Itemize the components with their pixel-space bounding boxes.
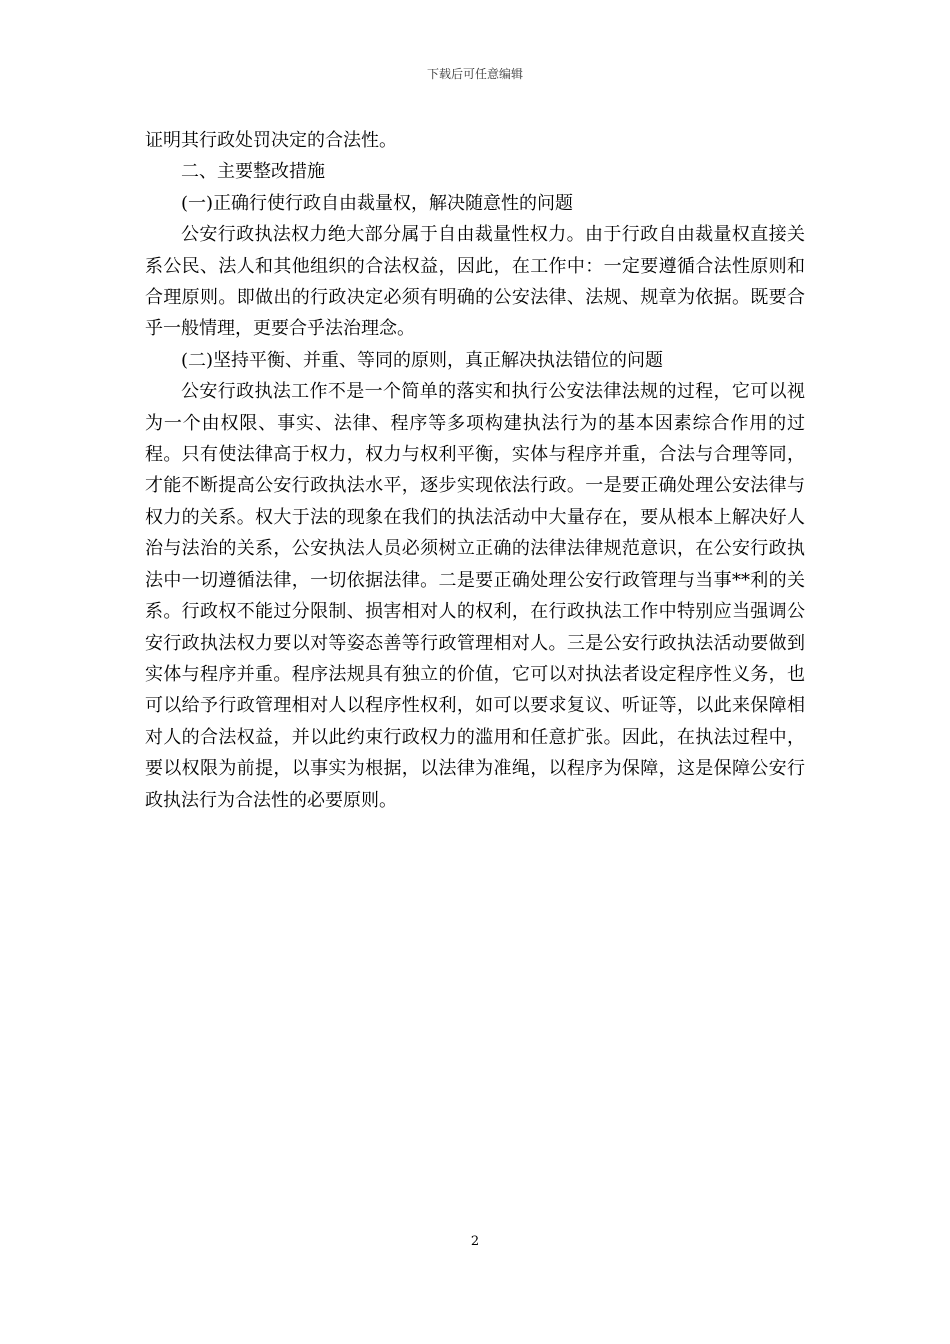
- section-heading: 二、主要整改措施: [181, 161, 325, 183]
- paragraph-continuation: 证明其行政处罚决定的合法性。: [145, 130, 397, 151]
- page-header: 下载后可任意编辑: [426, 67, 523, 81]
- paragraph-1: 公安行政执法权力绝大部分属于自由裁量性权力。由于行政自由裁量权直接关系公民、法人和其他组织的合法权益，因此，在工作中：一定要遵循合法性原则和合理原则。即做出的行政决定必须有明确的公安法律、法规、规章为依据。既要合乎一般情理，更要合乎法治理念。: [145, 224, 805, 340]
- page-number: 2: [470, 1234, 480, 1249]
- subsection-heading-2: (二)坚持平衡、并重、等同的原则，真正解决执法错位的问题: [181, 349, 664, 371]
- document-body: [145, 125, 805, 816]
- paragraph-2: 公安行政执法工作不是一个简单的落实和执行公安法律法规的过程，它可以视为一个由权限、事实、法律、程序等多项构建执法行为的基本因素综合作用的过程。只有使法律高于权力，权力与权利平衡，实体与程序并重，合法与合理等同，才能不断提高公安行政执法水平，逐步实现依法行政。一是要正确处理公安法律与权力的关系。权大于法的现象在我们的执法活动中大量存在，要从根本上解决好人治与法治的关系，公安执法人员必须树立正确的法律法律规范意识，在公安行政执法中一切遵循法律，一切依据法律。二是要正确处理公安行政管理与当事**利的关系。行政权不能过分限制、损害相对人的权利，在行政执法工作中特别应当强调公安行政执法权力要以对等姿态善等行政管理相对人。三是公安行政执法活动要做到实体与程序并重。程序法规具有独立的价值，它可以对执法者设定程序性义务，也可以给予行政管理相对人以程序性权利，如可以要求复议、听证等，以此来保障相对人的合法权益，并以此约束行政权力的滥用和任意扩张。因此，在执法过程中，要以权限为前提，以事实为根据，以法律为准绳，以程序为保障，这是保障公安行政执法行为合法性的必要原则。: [145, 381, 805, 811]
- subsection-heading-1: (一)正确行使行政自由裁量权，解决随意性的问题: [181, 192, 574, 214]
